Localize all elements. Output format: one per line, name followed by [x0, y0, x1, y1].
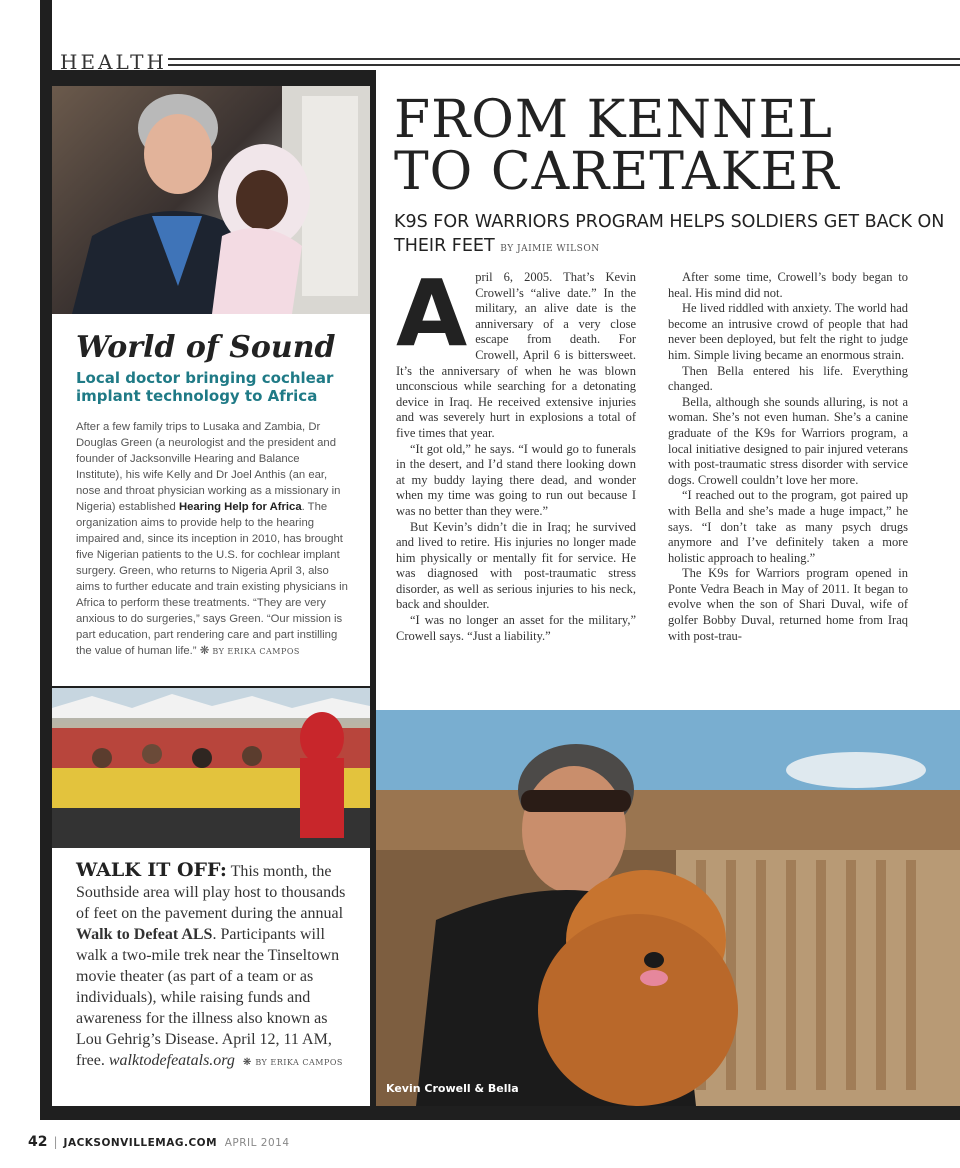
article-paragraph [396, 260, 636, 442]
article-paragraph: Bella, although she sounds alluring, is not a woman. She’s not even human. She’s a canine graduate of the K9s for Warriors program, a local initiative designed to pair injured veterans with post-traumatic stress disorder with service dogs. Crowell couldn’t love her more. [668, 394, 908, 487]
walk-event-name: Walk to Defeat ALS [76, 926, 213, 943]
photo-caption: Kevin Crowell & Bella [386, 1082, 519, 1095]
page-footer [28, 1134, 290, 1150]
walk-byline: BY ERIKA CAMPOS [255, 1058, 343, 1067]
sidebar-org-name: Hearing Help for Africa [178, 501, 302, 513]
walk-crowd-photo [52, 688, 370, 848]
article-paragraph: He lived riddled with anxiety. The world had become an intrusive crowd of people that had never been deployed, but felt the right to judge him. Simple living became an enormous strain. [668, 301, 908, 362]
walk-photo-graphic [52, 688, 370, 848]
walk-it-off-box [52, 848, 370, 1106]
walk-text-intro: This month, the Southside area will play host to thousands of feet on the pavement during the annual [76, 863, 346, 922]
article-column-1 [396, 260, 636, 644]
article-paragraph: After some time, Crowell’s body began to heal. His mind did not. [668, 270, 908, 300]
page-number: 42 [28, 1134, 48, 1150]
article-paragraph: The K9s for Warriors program opened in Ponte Vedra Beach in May of 2011. It began to evolve when the son of Shari Duval, wife of golfer Bobby Duval, returned home from Iraq with post-trau- [668, 566, 908, 643]
sidebar-byline: BY ERIKA CAMPOS [212, 647, 300, 656]
walk-heading: WALK IT OFF: [76, 859, 227, 881]
article-column-2 [668, 270, 908, 644]
section-rule-bottom [168, 64, 960, 66]
article-subhead [394, 210, 954, 261]
headline-line-1: FROM KENNEL [394, 90, 833, 150]
walk-text-rest: . Participants will walk a two-mile trek near the Tinseltown movie theater (as part of a team or as individuals), while raising funds and awareness for the illness also known as Lou Gehrig’s Disease. April 12, 11 AM, free. [76, 926, 340, 1069]
article-paragraph: “It got old,” he says. “I would go to funerals in the desert, and I’d stand there looking down at my buddy laying there dead, and wonder when my time was going to run out because I was no better than they were.” [396, 441, 636, 518]
article-byline: BY JAIMIE WILSON [500, 244, 600, 254]
doctor-with-child-photo [52, 86, 370, 314]
sidebar-body-rest: . The organization aims to provide help to the hearing impaired and, since its inception in 2010, has brought five Nigerian patients to the U.S. for cochlear implant surgery. Green, who returns to Nigeria April 3, also aims to further educate and train existing physicians in Africa to perform these treatments. “They are very anxious to do surgeries,” says Green. “Our mission is part education, part rendering care and part instilling the value of human life.” [76, 501, 348, 657]
walk-website: walktodefeatals.org [108, 1052, 235, 1069]
footer-website: JACKSONVILLEMAG.COM [63, 1137, 218, 1149]
dog-photo-graphic [376, 710, 960, 1106]
paragraph-1-text: pril 6, 2005. That’s Kevin Crowell’s “alive date.” In the military, an alive date is the anniversary of a very close escape from death. For Crowell, April 6 is bittersweet. It’s the anniversary of when he was blown unconscious while searching for a detonating device in Iraq. He received extensive injuries and was severely hurt in explosions a total of five times that year. [396, 270, 636, 440]
article-paragraph: “I was no longer an asset for the military,” Crowell says. “Just a liability.” [396, 613, 636, 643]
world-of-sound-box [52, 314, 370, 686]
footer-issue-date: APRIL 2014 [224, 1137, 290, 1149]
sidebar-subtitle: Local doctor bringing cochlear implant technology to Africa [76, 369, 334, 405]
sidebar-body [76, 419, 348, 660]
end-mark-icon: ❋ [199, 645, 210, 657]
footer-separator: | [53, 1135, 58, 1149]
article-paragraph: Then Bella entered his life. Everything changed. [668, 363, 908, 394]
section-label: HEALTH [60, 50, 167, 74]
doctor-photo-graphic [52, 86, 370, 314]
article-paragraph: But Kevin’s didn’t die in Iraq; he survived and lived to retire. His injuries no longer made him physically or mentally fit for service. He was diagnosed with post-traumatic stress disorder, as well as serious injuries to his neck, back and shoulder. [396, 519, 636, 612]
article-headline [394, 90, 840, 202]
subhead-text: K9S FOR WARRIORS PROGRAM HELPS SOLDIERS GET BACK ON THEIR FEET [394, 212, 945, 256]
section-rule-top [168, 58, 960, 60]
walk-end-mark-icon: ❋ [242, 1057, 252, 1068]
drop-cap: A [396, 260, 468, 367]
headline-line-2: TO CARETAKER [394, 142, 840, 202]
kevin-and-bella-photo [376, 710, 960, 1106]
article-paragraph: “I reached out to the program, got paired up with Bella and she’s made a huge impact,” he says. “I don’t take as many psych drugs anymore and I’ve definitely taken a more holistic approach to healing.” [668, 488, 908, 565]
sidebar-title: World of Sound [76, 330, 336, 365]
sidebar-body-intro: After a few family trips to Lusaka and Zambia, Dr Douglas Green (a neurologist and the president and founder of Jacksonville Hearing and Balance Institute), his wife Kelly and Dr Joel Anthis (an ear, nose and throat physician working as a missionary in Nigeria) established [76, 421, 341, 513]
